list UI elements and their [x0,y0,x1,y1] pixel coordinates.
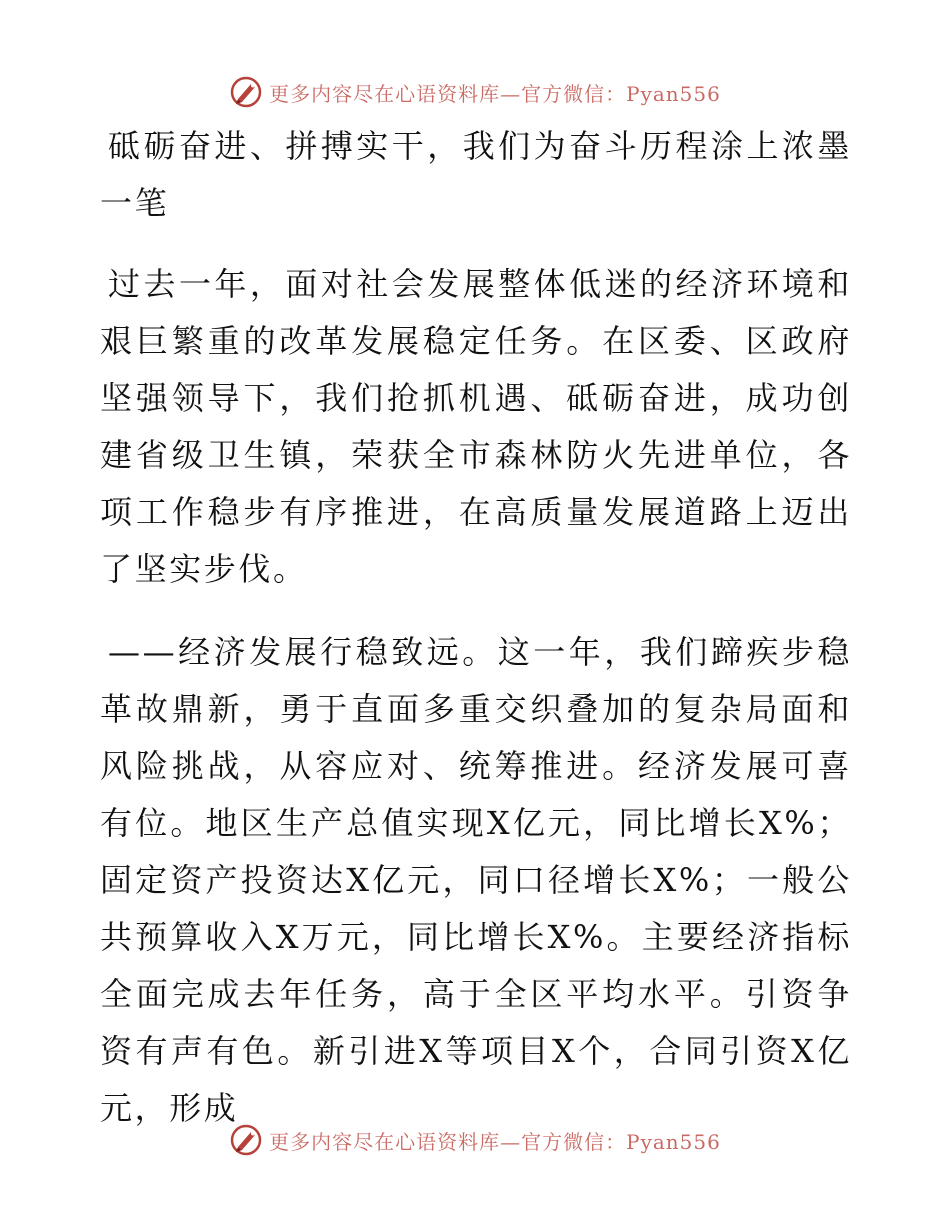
header-watermark [0,72,950,112]
document-title: 砥砺奋进、拼搏实干，我们为奋斗历程涂上浓墨一笔 [100,127,852,222]
paragraph: ——经济发展行稳致远。这一年，我们蹄疾步稳革故鼎新，勇于直面多重交织叠加的复杂局面和风险挑战，从容应对、统筹推进。经济发展可喜有位。地区生产总值实现X亿元，同比增长X%；固定资产投资达X亿元，同口径增长X%；一般公共预算收入X万元，同比增长X%。主要经济指标全面完成去年任务，高于全区平均水平。引资争资有声有色。新引进X等项目X个，合同引资X亿元，形成 [100,633,852,1127]
pen-logo-icon [229,75,263,109]
watermark-text: 更多内容尽在心语资料库—官方微信：Pyan556 [269,1129,721,1154]
pen-logo-icon [229,1123,263,1157]
watermark-text: 更多内容尽在心语资料库—官方微信：Pyan556 [269,81,721,106]
document-body [100,118,852,1137]
paragraph: 过去一年，面对社会发展整体低迷的经济环境和艰巨繁重的改革发展稳定任务。在区委、区政府坚强领导下，我们抢抓机遇、砥砺奋进，成功创建省级卫生镇，荣获全市森林防火先进单位，各项工作稳步有序推进，在高质量发展道路上迈出了坚实步伐。 [100,265,852,588]
footer-watermark [0,1120,950,1160]
